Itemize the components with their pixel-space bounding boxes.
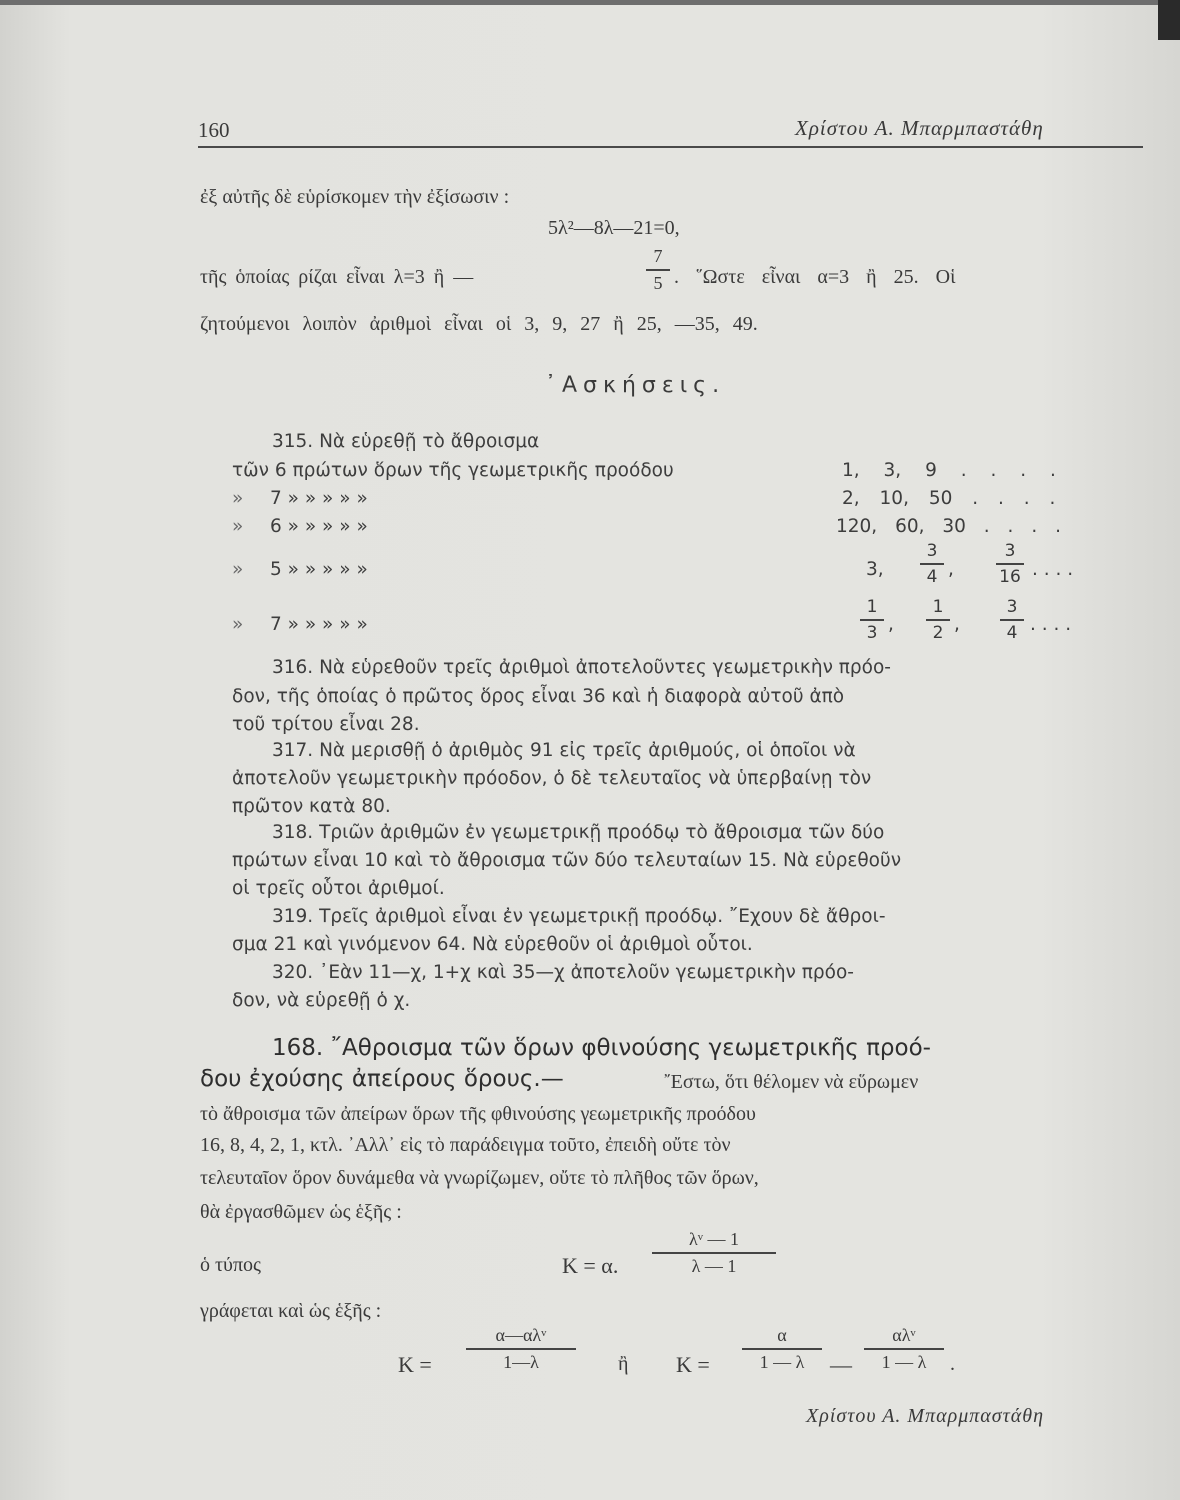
fraction-numerator: λᵛ — 1 — [688, 1229, 740, 1249]
fraction-numerator: 3 — [926, 541, 938, 561]
fraction-numerator: α — [777, 1325, 787, 1345]
fraction-bar — [996, 563, 1024, 565]
fraction-bar — [1000, 619, 1024, 621]
fraction-bar — [652, 1252, 776, 1254]
fraction-bar — [920, 563, 944, 565]
ellipsis: . . . . — [1032, 559, 1074, 580]
fraction-denominator: 16 — [999, 566, 1021, 587]
ellipsis: . . . . — [1030, 614, 1072, 635]
exercise-315-row-5-count: 7 » » » » » — [270, 614, 368, 635]
fraction-denominator: 3 — [866, 622, 878, 643]
exercise-316-line-1: 316. Νὰ εὑρεθοῦν τρεῖς ἀριθμοὶ ἀποτελοῦντες γεωμετρικὴν πρόο- — [272, 657, 891, 678]
formula-3-lhs: Κ = — [676, 1352, 710, 1377]
fraction-numerator: 1 — [866, 597, 878, 617]
exercise-320-line-1: 320. ᾿Εὰν 11—χ, 1+χ καὶ 35—χ ἀποτελοῦν γεωμετρικὴν πρόο- — [272, 962, 854, 983]
formula-2-fraction — [466, 1325, 576, 1373]
fraction-bar — [646, 269, 670, 271]
exercise-315-row-3-terms: 120, 60, 30 . . . . — [836, 516, 1061, 537]
scan-corner — [1158, 0, 1180, 40]
formula-or: ἢ — [618, 1353, 629, 1375]
section-168-text-line-1: ῎Εστω, ὅτι θέλομεν νὰ εὕρωμεν — [664, 1071, 919, 1093]
formula-3-fraction-b — [864, 1325, 944, 1373]
comma: , — [954, 614, 960, 635]
section-168-text-line-5: θὰ ἐργασθῶμεν ὡς ἑξῆς : — [200, 1201, 402, 1223]
scan-edge — [0, 0, 1180, 5]
section-168-heading-line-2: δου ἐχούσης ἀπείρους ὅρους.— — [200, 1066, 564, 1092]
exercise-315-row-4-count: 5 » » » » » — [270, 559, 368, 580]
fraction-3-4 — [1000, 597, 1024, 643]
exercise-319-line-1: 319. Τρεῖς ἀριθμοὶ εἶναι ἐν γεωμετρικῇ προόδῳ. ῎Εχουν δὲ ἄθροι- — [272, 906, 886, 927]
exercise-316-line-3: τοῦ τρίτου εἶναι 28. — [232, 714, 420, 735]
fraction-denominator: λ — 1 — [691, 1255, 737, 1276]
comma: , — [948, 559, 954, 580]
section-168-heading-line-1: 168. ῎Αθροισμα τῶν ὅρων φθινούσης γεωμετρικῆς προό- — [272, 1035, 931, 1061]
page-number: 160 — [198, 118, 230, 142]
fraction-1-3 — [860, 597, 884, 643]
fraction-3-16 — [996, 541, 1024, 587]
fraction-1-2 — [926, 597, 950, 643]
fraction-bar — [860, 619, 884, 621]
numbers-line: ζητούμενοι λοιπὸν ἀριθμοὶ εἶναι οἱ 3, 9, 27 ἢ 25, —35, 49. — [200, 313, 758, 335]
ditto-marks: » — [232, 559, 244, 580]
exercise-315-row-3-count: 6 » » » » » — [270, 516, 368, 537]
exercise-319-line-2: σμα 21 καὶ γινόμενον 64. Νὰ εὑρεθοῦν οἱ ἀριθμοὶ οὗτοι. — [232, 934, 753, 955]
roots-line-b: . ῞Ωστε εἶναι α=3 ἢ 25. Οἱ — [674, 266, 956, 288]
exercise-315-row-4-first: 3, — [866, 559, 884, 580]
formula-3-fraction-a — [742, 1325, 822, 1373]
fraction-denominator: 1 — λ — [881, 1351, 927, 1372]
header-rule — [198, 146, 1143, 148]
exercise-318-line-1: 318. Τριῶν ἀριθμῶν ἐν γεωμετρικῇ προόδῳ τὸ ἄθροισμα τῶν δύο — [272, 822, 885, 843]
fraction-3-4 — [920, 541, 944, 587]
exercise-315-row-2-count: 7 » » » » » — [270, 488, 368, 509]
formula-intro: ὁ τύπος — [200, 1254, 261, 1276]
fraction-bar — [926, 619, 950, 621]
comma: , — [888, 614, 894, 635]
exercise-318-line-3: οἱ τρεῖς οὗτοι ἀριθμοί. — [232, 878, 445, 899]
exercise-316-line-2: δον, τῆς ὁποίας ὁ πρῶτος ὅρος εἶναι 36 καὶ ἡ διαφορὰ αὐτοῦ ἀπὸ — [232, 686, 845, 707]
formula-minus: — — [830, 1352, 852, 1377]
fraction-denominator: 4 — [926, 566, 938, 587]
fraction-numerator: 7 — [653, 246, 663, 266]
fraction-denominator: 1—λ — [503, 1351, 539, 1372]
fraction-denominator: 2 — [932, 622, 944, 643]
formula-1-lhs: Κ = α. — [562, 1253, 619, 1278]
fraction-numerator: 3 — [1006, 597, 1018, 617]
fraction-7-5 — [646, 246, 670, 294]
ditto-marks: » — [232, 614, 244, 635]
fraction-bar — [466, 1348, 576, 1350]
exercise-317-line-2: ἀποτελοῦν γεωμετρικὴν πρόοδον, ὁ δὲ τελευταῖος νὰ ὑπερβαίνῃ τὸν — [232, 768, 872, 789]
fraction-numerator: 1 — [932, 597, 944, 617]
formula-restate-intro: γράφεται καὶ ὡς ἑξῆς : — [200, 1300, 382, 1322]
formula-period: . — [950, 1353, 955, 1375]
formula-1-fraction — [652, 1229, 776, 1277]
fraction-denominator: 1 — λ — [759, 1351, 805, 1372]
section-168-text-line-3: 16, 8, 4, 2, 1, κτλ. ᾽Αλλ᾽ εἰς τὸ παράδειγμα τοῦτο, ἐπειδὴ οὔτε τὸν — [200, 1134, 731, 1156]
exercise-315-row-2-terms: 2, 10, 50 . . . . — [842, 488, 1056, 509]
exercise-315-row-1-label: τῶν 6 πρώτων ὅρων τῆς γεωμετρικῆς προόδου — [232, 460, 674, 481]
ditto-marks: » — [232, 516, 244, 537]
fraction-bar — [864, 1348, 944, 1350]
roots-line-a: τῆς ὁποίας ρίζαι εἶναι λ=3 ἢ — — [200, 266, 474, 288]
equation-1: 5λ²—8λ—21=0, — [548, 217, 680, 239]
exercise-315-row-1-terms: 1, 3, 9 . . . . — [842, 460, 1056, 481]
ditto-marks: » — [232, 488, 244, 509]
section-168-text-line-4: τελευταῖον ὅρον δυνάμεθα νὰ γνωρίζωμεν, οὔτε τὸ πλῆθος τῶν ὅρων, — [200, 1167, 759, 1189]
exercise-315-head: 315. Νὰ εὑρεθῇ τὸ ἄθροισμα — [272, 431, 540, 452]
fraction-numerator: αλᵛ — [892, 1325, 916, 1345]
fraction-bar — [742, 1348, 822, 1350]
fraction-denominator: 4 — [1006, 622, 1018, 643]
exercise-317-line-3: πρῶτον κατὰ 80. — [232, 796, 391, 817]
fraction-numerator: 3 — [1004, 541, 1016, 561]
fraction-denominator: 5 — [653, 272, 663, 293]
exercise-318-line-2: πρώτων εἶναι 10 καὶ τὸ ἄθροισμα τῶν δύο τελευταίων 15. Νὰ εὑρεθοῦν — [232, 850, 902, 871]
intro-line: ἐξ αὐτῆς δὲ εὑρίσκομεν τὴν ἐξίσωσιν : — [200, 186, 510, 208]
footer-author: Χρίστου Α. Μπαρμπαστάθη — [806, 1405, 1045, 1427]
formula-2-lhs: Κ = — [398, 1352, 432, 1377]
exercise-320-line-2: δον, νὰ εὑρεθῇ ὁ χ. — [232, 990, 411, 1011]
exercise-317-line-1: 317. Νὰ μερισθῇ ὁ ἀριθμὸς 91 εἰς τρεῖς ἀριθμούς, οἱ ὁποῖοι νὰ — [272, 740, 856, 761]
fraction-numerator: α—αλᵛ — [495, 1325, 547, 1345]
section-168-text-line-2: τὸ ἄθροισμα τῶν ἀπείρων ὅρων τῆς φθινούσης γεωμετρικῆς προόδου — [200, 1103, 756, 1125]
exercises-title: ᾿Ασκήσεις. — [545, 373, 726, 398]
running-head: Χρίστου Α. Μπαρμπαστάθη — [795, 116, 1044, 140]
